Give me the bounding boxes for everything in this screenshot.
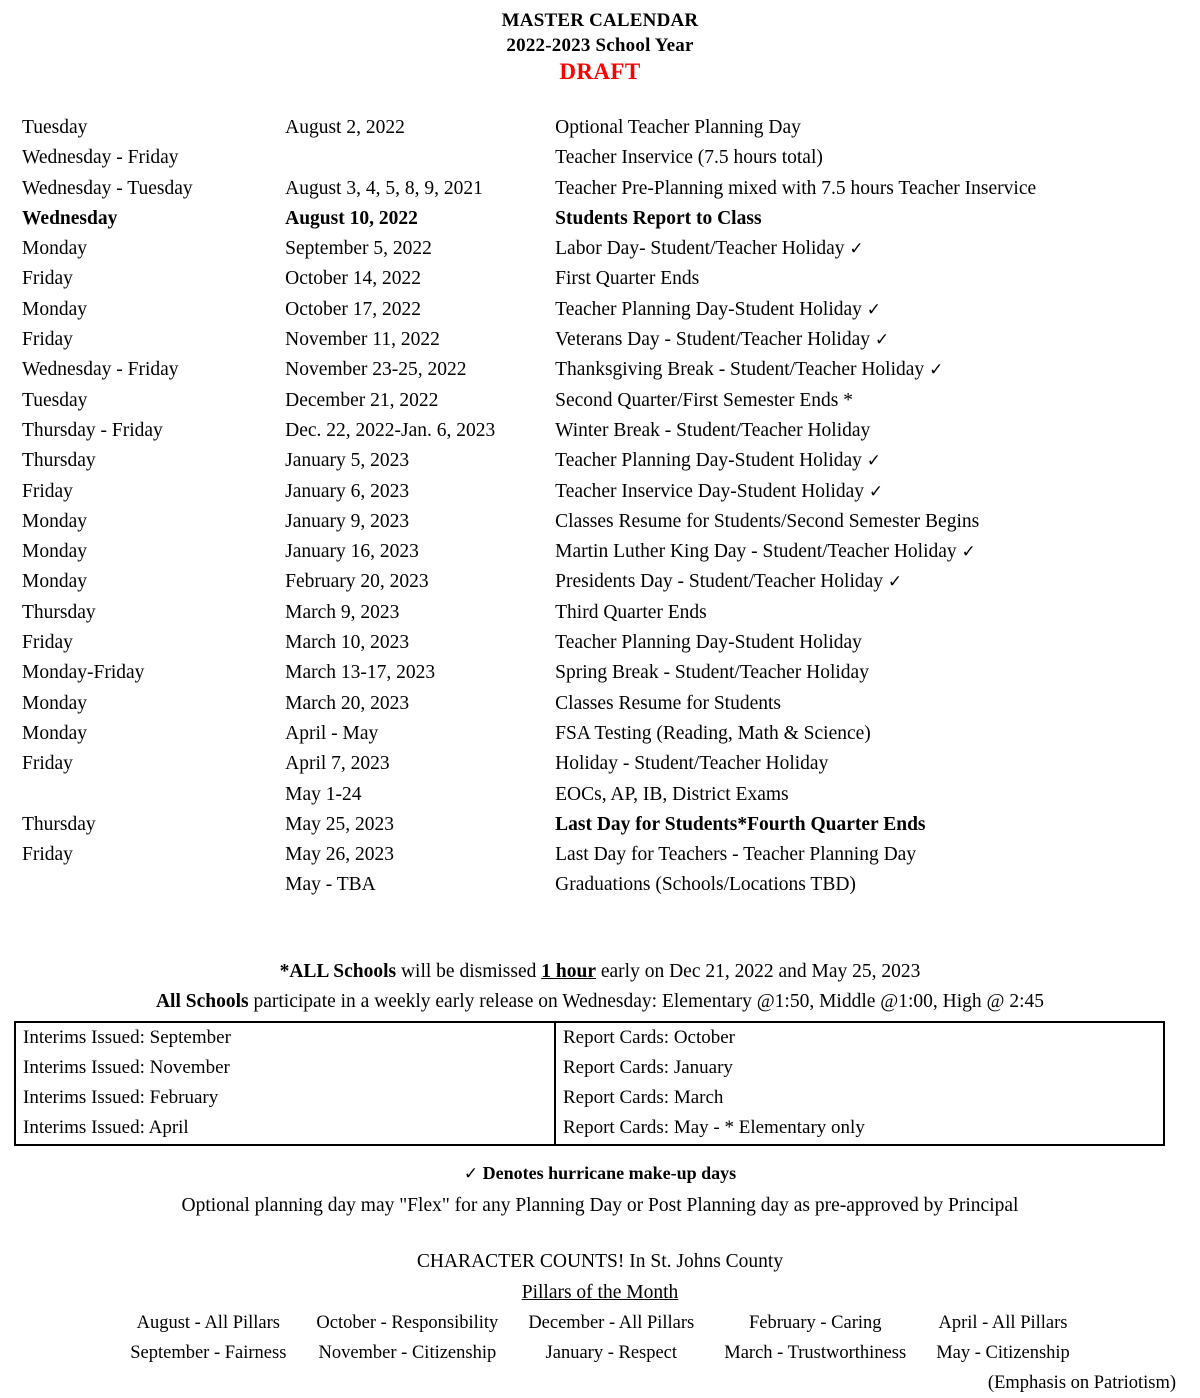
calendar-day-cell: Wednesday - Tuesday [22, 177, 193, 199]
calendar-description-cell [555, 507, 1200, 537]
calendar-row [0, 749, 1200, 779]
calendar-description-label: Holiday - Student/Teacher Holiday [555, 753, 829, 775]
calendar-description-label: Graduations (Schools/Locations TBD) [555, 874, 856, 896]
calendar-day-cell: Monday [22, 298, 87, 320]
calendar-description-cell [555, 870, 1200, 900]
calendar-day-cell: Monday [22, 510, 87, 532]
calendar-description-label: Second Quarter/First Semester Ends * [555, 389, 854, 411]
calendar-date-cell: October 17, 2022 [285, 298, 422, 320]
calendar-description-label: EOCs, AP, IB, District Exams [555, 783, 789, 805]
report-cards-cell: Report Cards: May - * Elementary only [563, 1117, 865, 1139]
calendar-day-cell [0, 870, 285, 900]
calendar-description-label: Third Quarter Ends [555, 601, 707, 623]
calendar-day-cell: Monday-Friday [22, 662, 145, 684]
calendar-row [0, 204, 1200, 234]
pillar-cell: January - Respect [545, 1342, 678, 1363]
calendar-description-label: Veterans Day - Student/Teacher Holiday [555, 329, 875, 351]
pillar-cell: February - Caring [748, 1312, 882, 1333]
calendar-day-cell: Friday [22, 753, 73, 775]
dismissal-notes [0, 957, 1200, 1017]
calendar-description-cell [555, 719, 1200, 749]
calendar-row [0, 870, 1200, 900]
calendar-day-cell: Friday [22, 329, 73, 351]
early-release-note-line [0, 987, 1200, 1017]
calendar-description-label: Teacher Pre-Planning mixed with 7.5 hours Teacher Inservice [555, 177, 1037, 199]
calendar-day-cell: Tuesday [22, 117, 88, 138]
grid-row [16, 1053, 1179, 1083]
calendar-row [0, 780, 1200, 810]
calendar-date-cell: March 20, 2023 [285, 692, 410, 714]
calendar-description-label: Presidents Day - Student/Teacher Holiday [555, 571, 884, 593]
calendar-description-cell [555, 628, 1200, 658]
school-year-subtitle: 2022-2023 School Year [506, 35, 694, 56]
calendar-description-cell [555, 780, 1200, 810]
calendar-row [0, 325, 1200, 355]
hurricane-makeup-check-icon: ✓ [874, 330, 890, 351]
calendar-description-label: Last Day for Students*Fourth Quarter Ends [555, 813, 926, 835]
calendar-day-cell: Friday [22, 480, 73, 502]
calendar-description-label: Teacher Planning Day-Student Holiday [555, 632, 862, 654]
calendar-row [0, 628, 1200, 658]
calendar-description-label: Winter Break - Student/Teacher Holiday [555, 419, 871, 441]
pillars-of-the-month-heading: Pillars of the Month [521, 1281, 679, 1303]
pillars-grid [115, 1308, 1085, 1368]
calendar-day-cell: Thursday [22, 813, 96, 835]
calendar-date-cell: April - May [285, 722, 379, 744]
calendar-day-cell: Monday [22, 722, 87, 744]
calendar-row [0, 537, 1200, 567]
calendar-row [0, 416, 1200, 446]
calendar-date-cell: August 10, 2022 [285, 207, 418, 229]
calendar-date-cell: September 5, 2022 [285, 238, 432, 260]
calendar-date-cell: Dec. 22, 2022-Jan. 6, 2023 [285, 419, 496, 441]
interims-cell: Interims Issued: April [16, 1113, 555, 1143]
dismissal-note-line [0, 957, 1200, 987]
calendar-description-label: Optional Teacher Planning Day [555, 117, 801, 138]
pillars-row [115, 1338, 1085, 1368]
calendar-row [0, 507, 1200, 537]
calendar-day-cell: Thursday [22, 601, 96, 623]
calendar-description-cell [555, 234, 1200, 264]
check-icon: ✓ [463, 1163, 479, 1184]
calendar-description-label: Thanksgiving Break - Student/Teacher Holiday [555, 359, 925, 381]
calendar-date-cell: December 21, 2022 [285, 389, 439, 411]
calendar-row [0, 143, 1200, 173]
dismissal-mid-text: will be dismissed [396, 960, 542, 982]
character-counts-section [0, 1247, 1200, 1368]
calendar-date-cell: August 3, 4, 5, 8, 9, 2021 [285, 177, 483, 199]
hurricane-makeup-check-icon: ✓ [849, 239, 864, 260]
hurricane-makeup-check-icon: ✓ [868, 481, 884, 502]
grid-row [16, 1083, 1179, 1113]
interims-cell: Interims Issued: November [16, 1053, 555, 1083]
calendar-row [0, 174, 1200, 204]
calendar-row [0, 658, 1200, 688]
calendar-row [0, 840, 1200, 870]
calendar-description-label: First Quarter Ends [555, 268, 700, 290]
pillar-cell: April - All Pillars [938, 1312, 1068, 1333]
calendar-description-label: Students Report to Class [555, 207, 762, 229]
hurricane-makeup-check-icon: ✓ [887, 572, 903, 593]
calendar-description-cell [555, 840, 1200, 870]
early-release-suffix-text: participate in a weekly early release on Wednesday: Elementary @1:50, Middle @1:00, High @ 2:45 [248, 990, 1045, 1012]
pillar-cell: November - Citizenship [318, 1342, 497, 1363]
calendar-row [0, 264, 1200, 294]
calendar-row [0, 598, 1200, 628]
calendar-date-cell: March 13-17, 2023 [285, 662, 436, 684]
pillar-cell: August - All Pillars [136, 1312, 280, 1333]
hurricane-makeup-check-icon: ✓ [929, 360, 944, 381]
calendar-description-label: Martin Luther King Day - Student/Teacher Holiday [555, 541, 957, 563]
calendar-date-cell: August 2, 2022 [285, 117, 405, 138]
calendar-description-cell [555, 113, 1200, 143]
calendar-description-cell [555, 598, 1200, 628]
calendar-day-cell: Tuesday [22, 389, 88, 411]
interims-cell: Interims Issued: September [16, 1023, 555, 1053]
pillar-cell: October - Responsibility [316, 1312, 499, 1333]
pillar-cell: September - Fairness [130, 1342, 287, 1363]
calendar-row [0, 295, 1200, 325]
calendar-date-cell: November 11, 2022 [285, 329, 440, 351]
calendar-description-cell [555, 325, 1200, 355]
calendar-description-cell [555, 143, 1200, 173]
one-hour-label: 1 hour [541, 960, 596, 982]
calendar-day-cell: Friday [22, 632, 73, 654]
report-cards-cell: Report Cards: January [563, 1056, 733, 1078]
calendar-date-cell: May - TBA [285, 874, 376, 896]
calendar-day-cell: Wednesday [22, 207, 118, 229]
calendar-description-cell [555, 204, 1200, 234]
calendar-day-cell: Monday [22, 571, 87, 593]
calendar-description-cell [555, 295, 1200, 325]
calendar-description-label: Teacher Inservice Day-Student Holiday [555, 480, 865, 502]
calendar-date-cell: May 25, 2023 [285, 813, 394, 835]
calendar-description-cell [555, 537, 1200, 567]
calendar-description-label: Last Day for Teachers - Teacher Planning Day [555, 844, 917, 866]
calendar-description-cell [555, 446, 1200, 476]
calendar-row [0, 113, 1200, 143]
calendar-description-cell [555, 416, 1200, 446]
calendar-date-cell: May 1-24 [285, 783, 362, 805]
calendar-date-cell: April 7, 2023 [285, 753, 390, 775]
calendar-date-cell: October 14, 2022 [285, 268, 422, 290]
calendar-description-cell [555, 567, 1200, 597]
calendar-table [0, 113, 1200, 901]
calendar-description-label: Classes Resume for Students [555, 692, 781, 714]
report-cards-cell: Report Cards: March [563, 1087, 724, 1109]
calendar-description-label: Teacher Inservice (7.5 hours total) [555, 147, 823, 169]
pillar-cell: December - All Pillars [528, 1312, 695, 1333]
report-cards-cell: Report Cards: October [563, 1026, 736, 1048]
calendar-description-cell [555, 689, 1200, 719]
calendar-row [0, 810, 1200, 840]
calendar-day-cell: Wednesday - Friday [22, 147, 179, 169]
calendar-day-cell [0, 780, 285, 810]
calendar-date-cell: January 6, 2023 [285, 480, 410, 502]
calendar-description-label: Teacher Planning Day-Student Holiday [555, 298, 862, 320]
calendar-day-cell: Thursday - Friday [22, 419, 163, 441]
calendar-row [0, 477, 1200, 507]
dismissal-suffix-text: early on Dec 21, 2022 and May 25, 2023 [596, 960, 921, 982]
hurricane-makeup-check-icon: ✓ [866, 451, 882, 472]
pillar-cell: May - Citizenship [936, 1342, 1070, 1363]
calendar-row [0, 234, 1200, 264]
calendar-description-label: FSA Testing (Reading, Math & Science) [555, 722, 871, 744]
calendar-date-cell: January 9, 2023 [285, 510, 410, 532]
hurricane-makeup-check-icon: ✓ [961, 542, 976, 563]
pillar-cell: March - Trustworthiness [724, 1342, 907, 1363]
calendar-description-cell [555, 749, 1200, 779]
calendar-description-label: Classes Resume for Students/Second Semester Begins [555, 510, 980, 532]
calendar-description-cell [555, 264, 1200, 294]
calendar-description-cell [555, 174, 1200, 204]
calendar-date-cell: January 16, 2023 [285, 541, 419, 563]
calendar-day-cell: Thursday [22, 450, 96, 472]
calendar-day-cell: Monday [22, 238, 87, 260]
grid-row [16, 1023, 1179, 1053]
all-schools-label: *ALL Schools [279, 960, 397, 982]
calendar-description-label: Labor Day- Student/Teacher Holiday [555, 238, 845, 260]
document-header [0, 0, 1200, 86]
calendar-description-cell [555, 810, 1200, 840]
calendar-row [0, 446, 1200, 476]
calendar-date-cell: February 20, 2023 [285, 571, 429, 593]
interims-cell: Interims Issued: February [16, 1083, 555, 1113]
calendar-date-cell [285, 143, 555, 173]
hurricane-makeup-check-icon: ✓ [866, 299, 882, 320]
pillars-row [115, 1308, 1085, 1338]
calendar-date-cell: March 9, 2023 [285, 601, 400, 623]
calendar-day-cell: Monday [22, 541, 87, 563]
calendar-day-cell: Friday [22, 844, 73, 866]
calendar-description-cell [555, 355, 1200, 385]
calendar-row [0, 386, 1200, 416]
emphasis-note: (Emphasis on Patriotism) [987, 1372, 1176, 1393]
calendar-description-label: Teacher Planning Day-Student Holiday [555, 450, 862, 472]
calendar-row [0, 567, 1200, 597]
draft-badge: DRAFT [559, 59, 641, 84]
calendar-day-cell: Monday [22, 692, 87, 714]
calendar-description-label: Spring Break - Student/Teacher Holiday [555, 662, 869, 684]
flex-note: Optional planning day may "Flex" for any Planning Day or Post Planning day as pre-approved by Principal [181, 1194, 1019, 1216]
calendar-row [0, 355, 1200, 385]
calendar-date-cell: January 5, 2023 [285, 450, 410, 472]
calendar-row [0, 719, 1200, 749]
all-schools-label-2: All Schools [155, 990, 249, 1012]
calendar-description-cell [555, 386, 1200, 416]
calendar-date-cell: November 23-25, 2022 [285, 359, 467, 381]
interims-report-cards-table [14, 1021, 1165, 1146]
page-title: MASTER CALENDAR [501, 10, 699, 31]
calendar-description-cell [555, 658, 1200, 688]
calendar-date-cell: March 10, 2023 [285, 632, 410, 654]
hurricane-legend [0, 1160, 1200, 1187]
calendar-day-cell: Wednesday - Friday [22, 359, 179, 381]
character-counts-title: CHARACTER COUNTS! In St. Johns County [416, 1250, 784, 1272]
hurricane-legend-label: Denotes hurricane make-up days [482, 1162, 737, 1183]
grid-row [16, 1113, 1179, 1143]
calendar-date-cell: May 26, 2023 [285, 844, 394, 866]
calendar-row [0, 689, 1200, 719]
calendar-description-cell [555, 477, 1200, 507]
calendar-day-cell: Friday [22, 268, 73, 290]
